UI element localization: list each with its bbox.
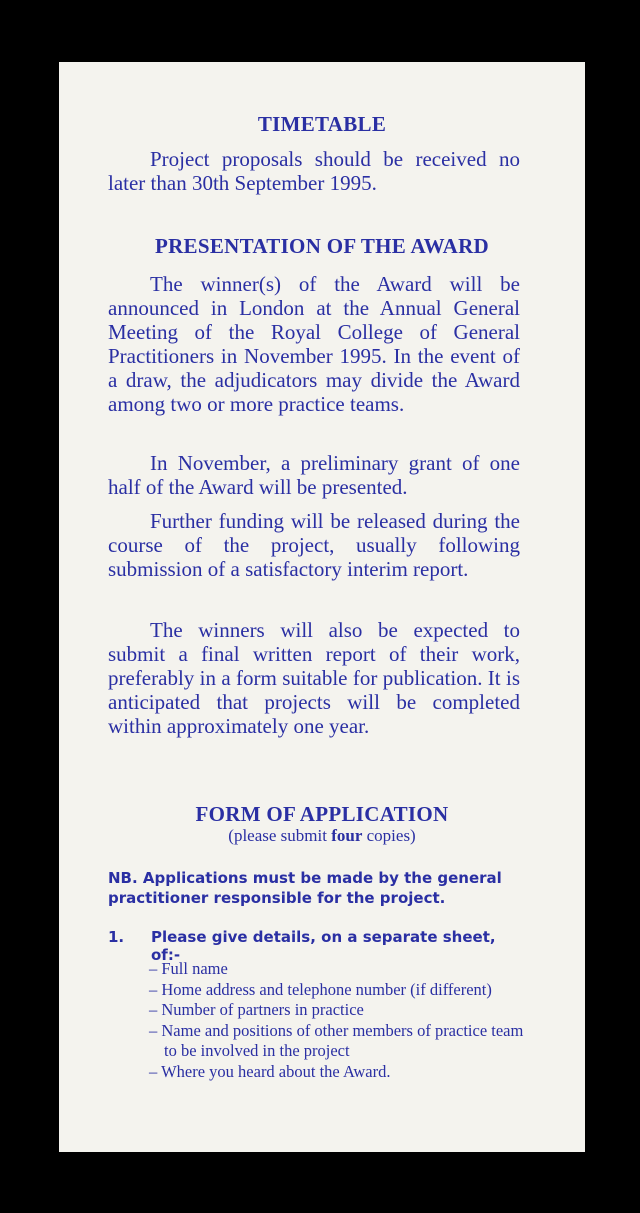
subtitle-bold: four [331, 826, 363, 845]
timetable-heading: TIMETABLE [257, 112, 387, 136]
list-item: – Home address and telephone number (if different) [149, 979, 492, 999]
nb-note: NB. Applications must be made by the general practitioner responsible for the project. [108, 869, 502, 907]
details-list [149, 959, 529, 1082]
presentation-heading: PRESENTATION OF THE AWARD [154, 234, 490, 258]
application-heading: FORM OF APPLICATION [195, 802, 449, 826]
timetable-text: Project proposals should be received no later than 30th September 1995. [108, 147, 520, 195]
list-item: – Where you heard about the Award. [149, 1061, 391, 1081]
presentation-paragraph-3: Further funding will be released during the course of the project, usually following submission of a satisfactory interim report. [108, 509, 520, 581]
application-subtitle [59, 826, 585, 846]
item-1-text: Please give details, on a separate sheet, of:- [151, 928, 496, 964]
subtitle-prefix: (please submit [228, 826, 332, 845]
list-item: – Number of partners in practice [149, 1000, 364, 1019]
item-1-number: 1. [108, 928, 125, 946]
presentation-paragraph-1: The winner(s) of the Award will be announced in London at the Annual General Meeting of the Royal College of General Practitioners in November 1995. In the event of a draw, the adjudicators may divide the Award among two or more practice teams. [108, 272, 520, 416]
subtitle-suffix: copies) [362, 826, 416, 845]
list-item: – Full name [149, 959, 228, 978]
list-item: – Name and positions of other members of practice team to be involved in the project [149, 1020, 524, 1060]
presentation-paragraph-2: In November, a preliminary grant of one half of the Award will be presented. [108, 451, 520, 499]
document-card [59, 62, 585, 1152]
presentation-paragraph-4: The winners will also be expected to submit a final written report of their work, preferably in a form suitable for publication. It is anticipated that projects will be completed within approximately one year. [108, 618, 520, 738]
